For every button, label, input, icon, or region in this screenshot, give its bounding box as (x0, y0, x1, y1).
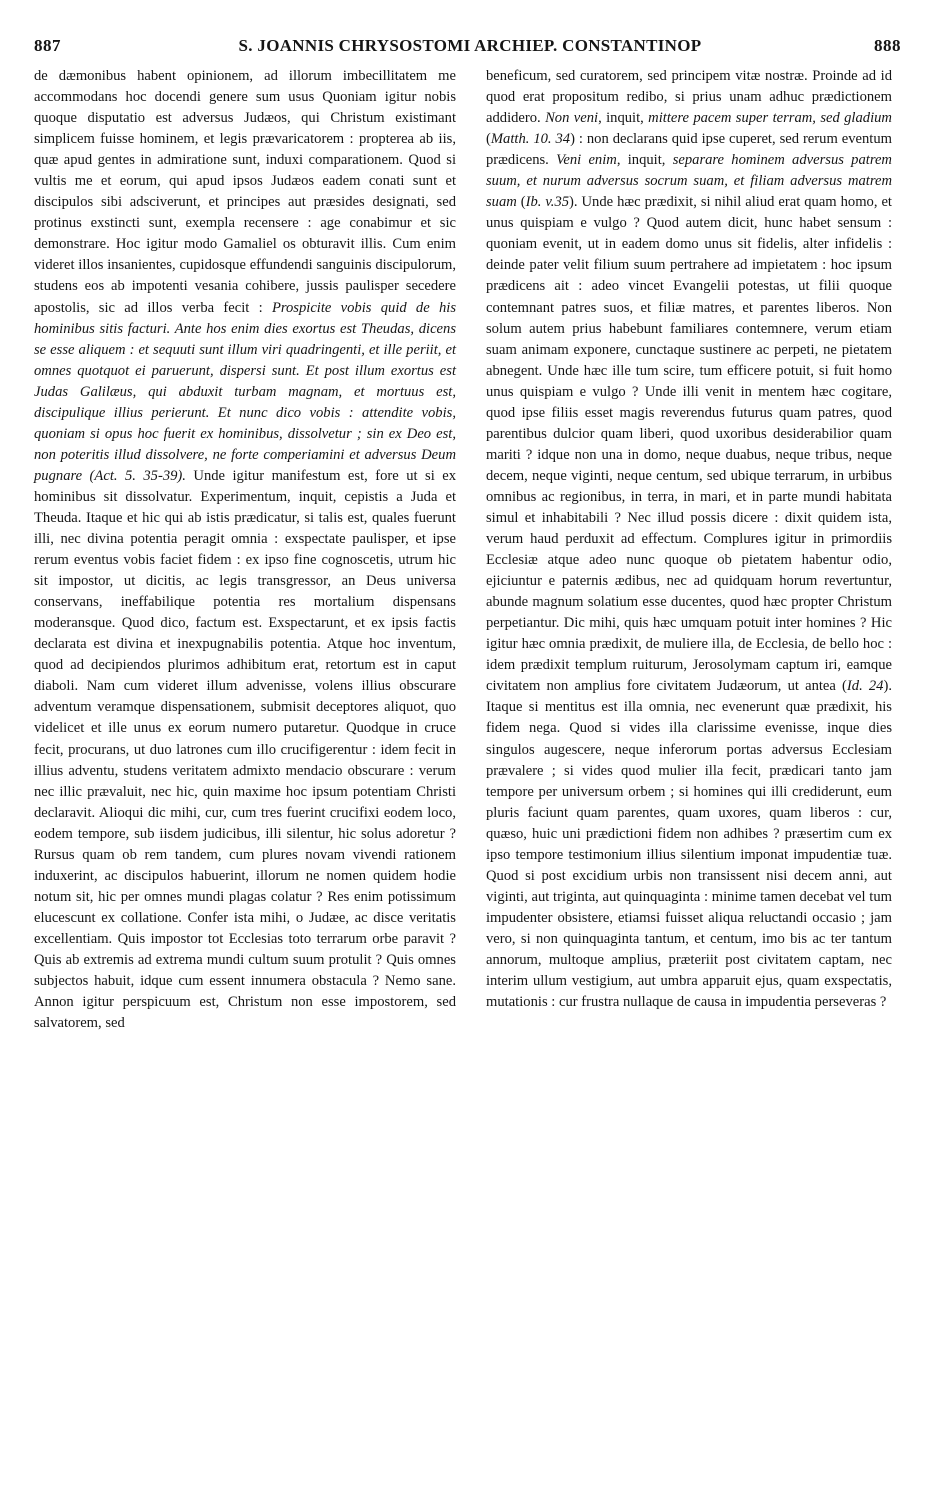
text-segment: , inquit, (616, 152, 673, 169)
text-segment: de dæmonibus habent opinionem, ad illorum imbecillitatem me accommodans hoc docendi genere sum usus Quoniam igitur nobis quoque disputatio est adversus Judæos, qui Christum existimant simplicem fuisse hominem, et legis prævaricatorem : propterea ab iis, quæ apud gentes in admiratione sunt, induxi comparationem. Quod si vultis me et eorum, qui apud ipsos Judæos eadem conati sunt et discipulos sibi adsciverunt, et principes aut præsides designati, sed protinus exstincti sunt, exempla recensere : age conabimur et sic demonstrare. Hoc igitur modo Gamaliel os obturavit illis. Cum enim videret illos insanientes, cupidosque effundendi sanguinis discipulorum, studens eos ab impotenti vesania cohibere, jussis paulisper secedere apostolis, sic ad illos verba fecit : (34, 68, 456, 316)
citation: Id. 24 (846, 678, 884, 695)
text-segment: Unde igitur manifestum est, fore ut si ex hominibus sit dissolvatur. Experimentum, inquit, cepistis a Juda et Theuda. Itaque et hic qui ab istis prædicatur, si talis est, quales fuerunt illi, nec divina potentia peragit omnia : exspectate paulisper, et ipse rerum eventus vobis faciet fidem : ex ipso fine cognoscetis, utrum hic sit impostor, ut dicitis, ac legis transgressor, an Deus universa conservans, ineffabilique potentia res mortalium dispensans moderansque. Quod dico, factum est. Exspectarunt, et ex ipsis factis declarata est divina et inexpugnabilis potentia. Atque hoc inventum, quod ad decipiendos plurimos adhibitum erat, retortum est in caput diaboli. Nam cum videret illum advenisse, volens illius obscurare adventum veramque dispensationem, submisit deceptores aliquot, quo videlicet et ille unus ex eorum numero putaretur. Quodque in cruce fecit, procurans, ut duo latrones cum illo crucifigerentur : idem fecit in illius adventu, studens veritatem admixto mendacio obscurare : verum nec illic prævaluit, nec hic, quin maxime hoc ipsum potentiam Christi declaravit. Alioqui dic mihi, cur, cum tres fuerint crucifixi eodem loco, eodem tempore, sub iisdem judicibus, illi silentur, hic solus adoretur ? Rursus quam ob rem tandem, cum plures novam vivendi rationem induxerint, ac discipulos habuerint, illorum ne nomen quidem hodie notum sit, hic per omnes mundi plagas colatur ? Res enim potissimum elucescunt ex collatione. Confer ista mihi, o Judæe, ac disce veritatis excellentiam. Quis impostor tot Ecclesias toto terrarum orbe paravit ? Quis ab extremis ad extrema mundi cultum suum protulit ? Quis omnes subjectos habuit, idque cum essent innumera obstacula ? Nemo sane. Annon igitur perspicuum est, Christum non esse impostorem, sed salvatorem, sed (34, 467, 456, 1032)
left-page-number: 887 (34, 36, 61, 55)
scripture-quote: Prospicite vobis quid de his hominibus sitis facturi. Ante hos enim dies exortus est Theudas, dicens se esse aliquem : et sequuti sunt illum viri quadringenti, et ille periit, et omnes quotquot ei paruerunt, dispersi sunt. Et post illum exortus est Judas Galilæus, qui abduxit turbam magnam, et mortuus est, discipulique illius perierunt. Et nunc dico vobis : attendite vobis, quoniam si opus hoc fuerit ex hominibus, dissolvetur ; sin ex Deo est, non poteritis illud dissolvere, ne forte comperiamini et adversus Deum pugnare (Act. 5. 35-39). (34, 299, 457, 484)
text-segment: , inquit, (598, 110, 649, 127)
running-title: S. JOANNIS CHRYSOSTOMI ARCHIEP. CONSTANTINOP (238, 36, 702, 55)
text-segment: ( (486, 131, 491, 148)
text-segment: beneficum, sed curatorem, sed principem vitæ nostræ. Proinde ad id quod erat propositum redibo, si prius unam adhuc prædictionem addidero. (486, 68, 892, 127)
left-column-text (34, 66, 456, 1034)
right-page-number: 888 (874, 36, 901, 55)
citation: Matth. 10. 34 (490, 131, 571, 148)
citation: Ib. v.35 (525, 194, 570, 211)
text-segment: ) : non declarans quid ipse cuperet, sed rerum eventum prædicens. (486, 131, 892, 169)
scripture-quote: Veni enim (556, 152, 617, 169)
page-header (0, 0, 940, 60)
right-column (486, 66, 892, 1013)
scripture-quote: separare hominem adversus patrem suum, et nurum adversus socrum suam, et filiam adversus matrem suam (486, 152, 892, 211)
left-column (34, 66, 456, 1034)
scripture-quote: Non veni (545, 110, 599, 127)
right-column-text (486, 66, 892, 1013)
scripture-quote: mittere pacem super terram, sed gladium (648, 110, 892, 127)
text-segment: ). Itaque si mentitus est illa omnia, nec evenerunt quæ prædixit, his fidem nega. Quod si vides illa clarissime evenisse, inque dies singulos augescere, neque inferorum portas adversus Ecclesiam prævalere ; si vides quod mulier illa fecit, prædicari tanto jam tempore per universum orbem ; si homines qui illi crediderunt, eum pluris faciunt quam parentes, quam uxores, quam liberos : cur, quæso, huic uni prædictioni fidem non adhibes ? præsertim cum ex ipso tempore testimonium illius silentium imponat impudentiæ tuæ. Quod si post excidium urbis non transissent nisi decem anni, aut viginti, aut triginta, aut quinquaginta : minime tamen decebat vel tum impudenter obsistere, etiamsi fuisset aliqua reluctandi occasio ; jam vero, si non quinquaginta tantum, et centum, imo bis ac ter tantum annorum, multoque amplius, præteriit post civitatem captam, nec interim ullum vestigium, aut umbra apparuit ejus, quam exspectatis, mutationis : cur frustra nullaque de causa in impudentia perseveras ? (486, 678, 892, 1011)
text-segment: ). Unde hæc prædixit, si nihil aliud erat quam homo, et unus quispiam e vulgo ? Quod autem dicit, hunc habet sensum : quoniam evenit, ut in eadem domo unus sit fidelis, alter infidelis : deinde pater velit filium suum pertrahere ad impietatem : hoc ipsum prædicens ait : adeo vincet Evangelii potestas, ut filii quoque contemnant patres suos, et filiæ matres, et parentes liberos. Non solum autem prius habebunt familiares contemnere, verum etiam suam animam exponere, cunctaque sustinere ac perpeti, ne pietatem abnegent. Unde hæc ille tum scire, tum efficere potuit, si fuit homo unus quispiam e vulgo ? Unde illi venit in mentem hæc cogitare, quod ipse filiis esset magis reverendus futurus quam patres, quod parentibus dulcior quam liberi, quod uxoribus desiderabilior quam mariti ? idque non una in domo, neque duabus, neque tribus, neque decem, neque viginti, neque centum, sed ubique terrarum, in urbibus omnibus ac regionibus, in terra, in mari, et in parte mundi habitata simul et inhabitabili ? Nec illud possis dicere : dixit quidem ista, verum haud perduxit ad effectum. Complures igitur in primordiis Ecclesiæ atque adeo nunc quoque ob pietatem habentur odio, ejiciuntur e paternis ædibus, nec ad quidquam horum revertuntur, abunde magnum solatium esse ducentes, quod hæc propter Christum perpetiantur. Dic mihi, quis hæc umquam potuit inter homines ? Hic igitur hæc omnia prædixit, de muliere illa, de Ecclesia, de bello hoc : idem prædixit templum ruiturum, Jerosolymam captum iri, eamque civitatem non amplius fore civitatem Judæorum, ut antea ( (486, 194, 892, 695)
text-segment: ( (516, 194, 526, 211)
